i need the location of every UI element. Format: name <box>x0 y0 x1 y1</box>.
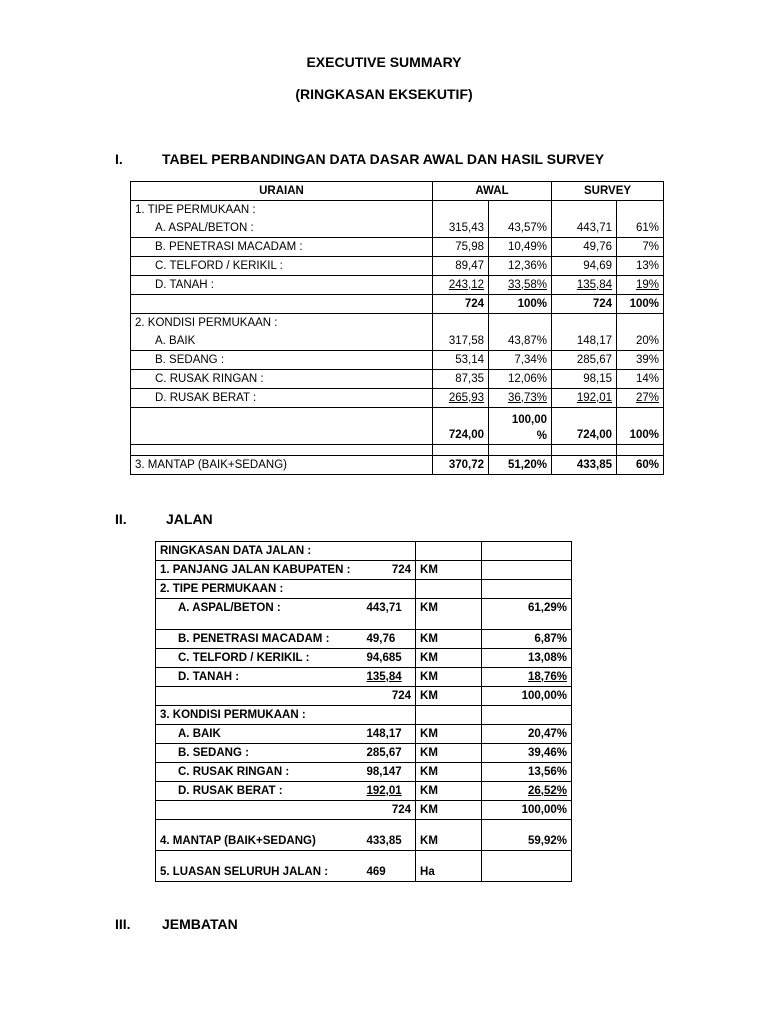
total-unit: KM <box>416 687 482 706</box>
cell-awal-pct: 12,36% <box>489 257 552 276</box>
cell-unit: KM <box>416 725 482 744</box>
cell-survey: 285,67 <box>552 351 617 370</box>
cell-pct: 39,46% <box>482 744 572 763</box>
cell-value: 469 <box>363 863 416 882</box>
row-label: 5. LUASAN SELURUH JALAN : <box>160 865 329 878</box>
section-2-number: II. <box>115 511 127 527</box>
cell-pct: 26,52% <box>528 784 568 797</box>
cell-survey: 94,69 <box>552 257 617 276</box>
row-label: A. BAIK <box>131 332 433 351</box>
cell-awal-pct: 51,20% <box>489 456 552 475</box>
row-label: B. SEDANG : <box>156 744 363 763</box>
table-row <box>131 332 664 351</box>
cell-awal-pct: 43,87% <box>489 332 552 351</box>
table-caption: RINGKASAN DATA JALAN : <box>156 542 416 561</box>
total-survey: 724 <box>552 295 617 314</box>
total-awal: 724,00 <box>433 408 489 445</box>
cell-awal-pct: 7,34% <box>489 351 552 370</box>
cell-pct: 20,47% <box>482 725 572 744</box>
row-label: D. TANAH : <box>156 668 363 687</box>
cell-unit: KM <box>416 630 482 649</box>
total-row <box>156 687 572 706</box>
table-header-row <box>131 182 664 201</box>
cell-survey-pct: 60% <box>617 456 664 475</box>
section-1-number: I. <box>115 151 123 167</box>
row-label: C. RUSAK RINGAN : <box>131 370 433 389</box>
cell-survey-pct: 7% <box>617 238 664 257</box>
col-header-uraian: URAIAN <box>131 182 433 201</box>
cell-pct: 59,92% <box>482 832 572 851</box>
cell-value: 192,01 <box>366 784 402 797</box>
row-label: A. ASPAL/BETON : <box>178 601 281 614</box>
cell-awal: 370,72 <box>433 456 489 475</box>
table-row <box>156 744 572 763</box>
cell-awal: 75,98 <box>433 238 489 257</box>
cell-survey-pct: 19% <box>635 278 660 291</box>
row-label: A. ASPAL/BETON : <box>131 219 433 238</box>
total-unit: KM <box>416 801 482 820</box>
total-value: 724 <box>363 801 416 820</box>
table-row <box>156 599 572 618</box>
cell-unit: KM <box>416 832 482 851</box>
cell-survey: 148,17 <box>552 332 617 351</box>
table-row <box>156 782 572 801</box>
cell-survey: 192,01 <box>576 391 613 404</box>
table-row <box>131 238 664 257</box>
table-row <box>156 706 572 725</box>
table-row <box>156 561 572 580</box>
cell-unit: KM <box>416 599 482 618</box>
group-label: 3. KONDISI PERMUKAAN : <box>156 706 363 725</box>
cell-survey-pct: 14% <box>617 370 664 389</box>
road-summary-table <box>155 541 572 882</box>
total-awal-pct-line2: % <box>536 430 548 442</box>
comparison-table <box>130 181 664 475</box>
table-row <box>131 201 664 220</box>
cell-value: 443,71 <box>363 599 416 618</box>
table-row <box>156 668 572 687</box>
cell-awal: 87,35 <box>433 370 489 389</box>
col-header-survey: SURVEY <box>552 182 664 201</box>
cell-value: 433,85 <box>363 832 416 851</box>
cell-unit: KM <box>416 744 482 763</box>
total-survey-pct: 100% <box>617 295 664 314</box>
cell-survey: 135,84 <box>576 278 613 291</box>
cell-value: 49,76 <box>363 630 416 649</box>
section-3-number: III. <box>115 916 131 932</box>
row-label: C. TELFORD / KERIKIL : <box>131 257 433 276</box>
cell-awal-pct: 10,49% <box>489 238 552 257</box>
group-label: 2. KONDISI PERMUKAAN : <box>131 314 433 333</box>
table-row <box>131 257 664 276</box>
group-label: 2. TIPE PERMUKAAN : <box>156 580 363 599</box>
total-awal-pct: 100% <box>489 295 552 314</box>
row-label: C. TELFORD / KERIKIL : <box>156 649 363 668</box>
total-awal-pct <box>489 408 552 445</box>
total-survey-pct: 100% <box>617 408 664 445</box>
section-1-title: TABEL PERBANDINGAN DATA DASAR AWAL DAN HASIL SURVEY <box>162 151 605 167</box>
cell-awal-pct: 36,73% <box>508 391 548 404</box>
row-label: B. PENETRASI MACADAM : <box>156 630 363 649</box>
row-label: 1. PANJANG JALAN KABUPATEN : <box>156 561 363 580</box>
cell-unit: Ha <box>416 863 482 882</box>
row-label: 3. MANTAP (BAIK+SEDANG) <box>131 456 433 475</box>
cell-value: 285,67 <box>363 744 416 763</box>
table-row <box>156 649 572 668</box>
cell-survey-pct: 61% <box>617 219 664 238</box>
cell-awal: 53,14 <box>433 351 489 370</box>
total-row <box>156 801 572 820</box>
total-value: 724 <box>363 687 416 706</box>
col-header-awal: AWAL <box>433 182 552 201</box>
total-survey: 724,00 <box>552 408 617 445</box>
cell-survey-pct: 13% <box>617 257 664 276</box>
spacer-row <box>156 851 572 864</box>
cell-survey: 443,71 <box>552 219 617 238</box>
cell-pct: 13,56% <box>482 763 572 782</box>
table-row <box>156 725 572 744</box>
section-3-title: JEMBATAN <box>162 916 238 932</box>
cell-value: 135,84 <box>366 670 402 683</box>
total-row <box>131 408 664 445</box>
cell-unit: KM <box>416 561 482 580</box>
table-row <box>131 219 664 238</box>
cell-awal-pct: 43,57% <box>489 219 552 238</box>
cell-awal: 89,47 <box>433 257 489 276</box>
cell-pct: 6,87% <box>482 630 572 649</box>
total-row <box>131 295 664 314</box>
cell-awal: 265,93 <box>448 391 484 404</box>
total-pct: 100,00% <box>482 687 572 706</box>
row-label: 4. MANTAP (BAIK+SEDANG) <box>156 832 363 851</box>
cell-pct: 13,08% <box>482 649 572 668</box>
cell-awal: 243,12 <box>448 278 484 291</box>
mantap-row <box>131 456 664 475</box>
table-row <box>131 351 664 370</box>
cell-awal-pct: 12,06% <box>489 370 552 389</box>
spacer-row <box>156 820 572 833</box>
cell-unit: KM <box>416 763 482 782</box>
total-pct: 100,00% <box>482 801 572 820</box>
row-label: B. SEDANG : <box>131 351 433 370</box>
row-label: B. PENETRASI MACADAM : <box>131 238 433 257</box>
table-row <box>131 276 664 295</box>
row-label: D. RUSAK BERAT : <box>156 782 363 801</box>
table-header-row <box>156 542 572 561</box>
table-row <box>131 389 664 408</box>
row-label: C. RUSAK RINGAN : <box>156 763 363 782</box>
cell-value: 724 <box>363 561 416 580</box>
document-title: EXECUTIVE SUMMARY <box>306 54 462 70</box>
total-awal: 724 <box>433 295 489 314</box>
table-row <box>156 630 572 649</box>
cell-survey-pct: 39% <box>617 351 664 370</box>
cell-survey-pct: 27% <box>635 391 660 404</box>
spacer-row <box>131 445 664 456</box>
document-subtitle: (RINGKASAN EKSEKUTIF) <box>295 86 473 102</box>
table-row <box>156 863 572 882</box>
row-label: A. BAIK <box>156 725 363 744</box>
table-row <box>131 314 664 333</box>
cell-survey: 98,15 <box>552 370 617 389</box>
cell-awal: 317,58 <box>433 332 489 351</box>
group-label: 1. TIPE PERMUKAAN : <box>131 201 433 220</box>
row-label: D. TANAH : <box>131 276 433 295</box>
cell-value: 94,685 <box>363 649 416 668</box>
cell-pct: 61,29% <box>528 601 568 614</box>
cell-pct: 18,76% <box>528 670 568 683</box>
table-row <box>156 580 572 599</box>
table-row <box>131 370 664 389</box>
cell-survey: 49,76 <box>552 238 617 257</box>
cell-unit: KM <box>416 668 482 687</box>
total-awal-pct-line1: 100,00 <box>511 414 548 426</box>
section-2-title: JALAN <box>166 511 213 527</box>
table-row <box>156 832 572 851</box>
cell-awal-pct: 33,58% <box>508 278 548 291</box>
cell-unit: KM <box>416 649 482 668</box>
cell-awal: 315,43 <box>433 219 489 238</box>
cell-value: 98,147 <box>363 763 416 782</box>
table-row <box>156 763 572 782</box>
spacer-row <box>156 617 572 630</box>
cell-value: 148,17 <box>363 725 416 744</box>
cell-survey: 433,85 <box>552 456 617 475</box>
cell-unit: KM <box>416 782 482 801</box>
row-label: D. RUSAK BERAT : <box>131 389 433 408</box>
cell-survey-pct: 20% <box>617 332 664 351</box>
